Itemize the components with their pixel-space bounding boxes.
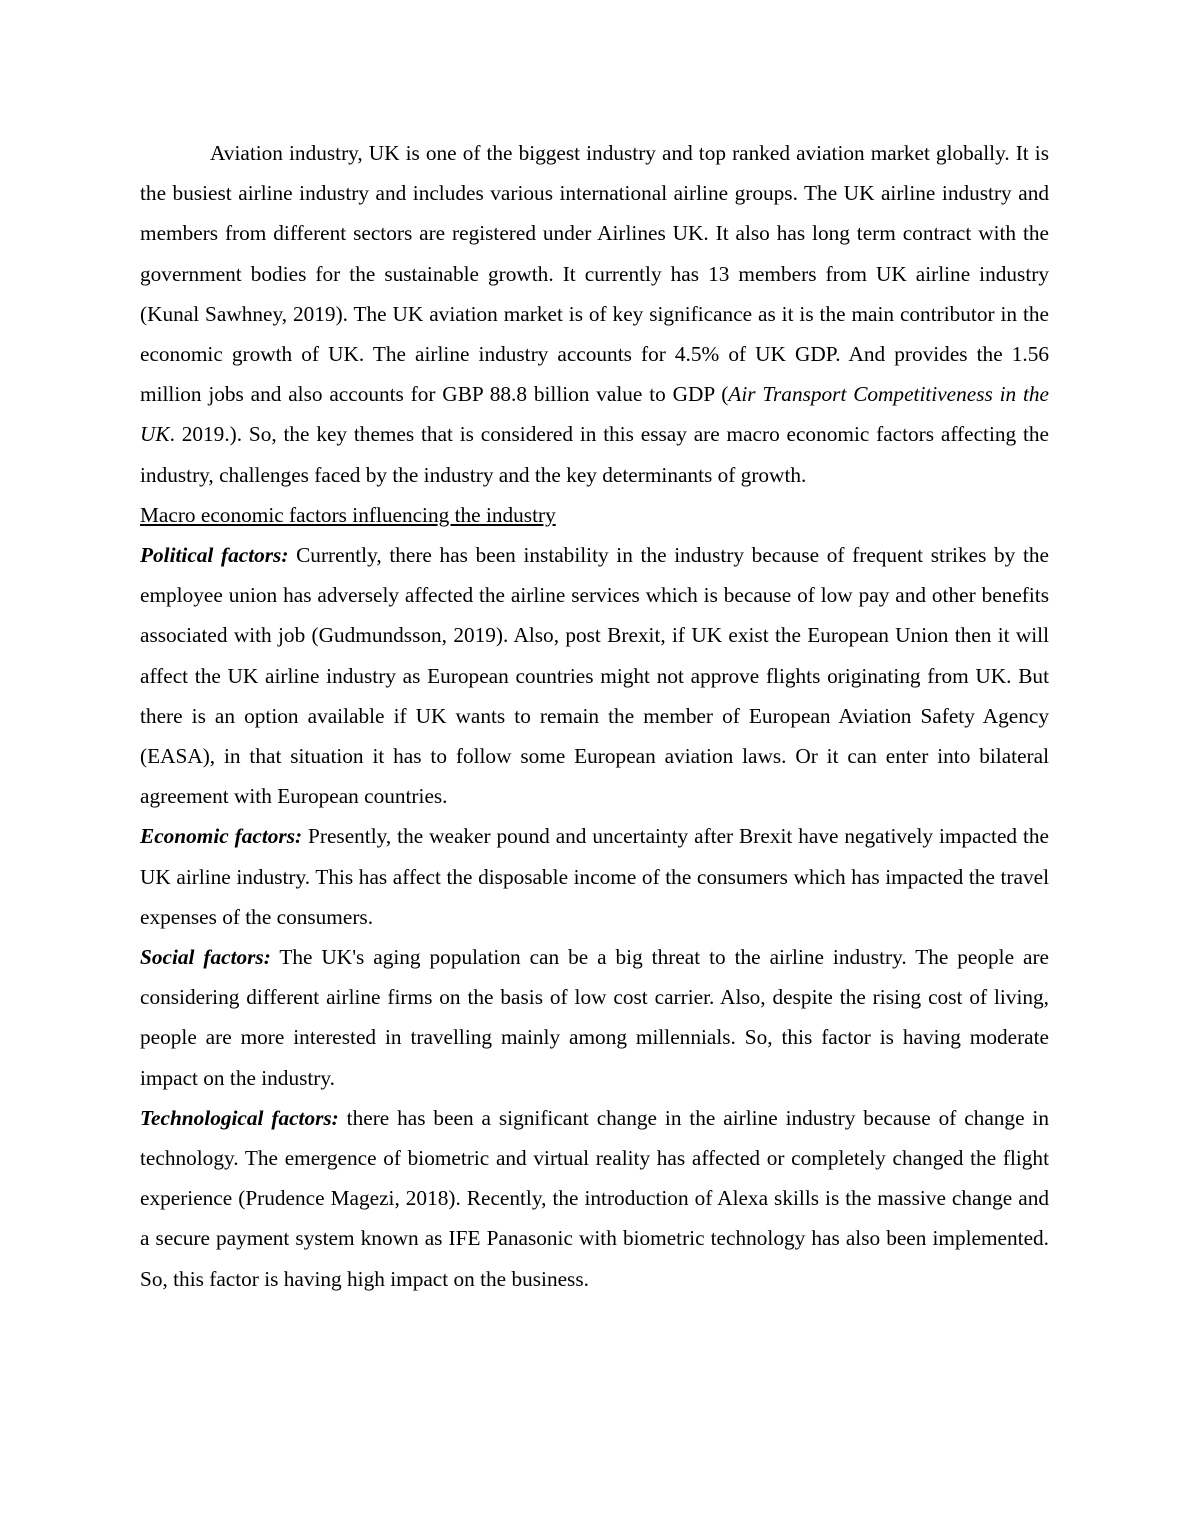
technological-factors-label: Technological factors: [140,1105,339,1130]
economic-factors-label: Economic factors: [140,824,303,849]
intro-paragraph [140,133,1049,495]
intro-text-part1: Aviation industry, UK is one of the biggest industry and top ranked aviation market globally. It is the busiest airline industry and includes various international airline groups. The UK airline industry and members from different sectors are registered under Airlines UK. It also has long term contract with the government bodies for the sustainable growth. It currently has 13 members from UK airline industry (Kunal Sawhney, 2019). The UK aviation market is of key significance as it is the main contributor in the economic growth of UK. The airline industry accounts for 4.5% of UK GDP. And provides the 1.56 million jobs and also accounts for GBP 88.8 billion value to GDP ( [140,141,1049,407]
document-page [140,133,1049,1299]
intro-text-part2: . 2019.). So, the key themes that is considered in this essay are macro economic factors affecting the industry, challenges faced by the industry and the key determinants of growth. [140,422,1049,487]
social-factors-paragraph [140,937,1049,1098]
technological-factors-paragraph [140,1098,1049,1299]
social-factors-label: Social factors: [140,945,271,970]
economic-factors-paragraph [140,816,1049,937]
economic-factors-text: Presently, the weaker pound and uncertainty after Brexit have negatively impacted the UK airline industry. This has affect the disposable income of the consumers which has impacted the travel expenses of the consumers. [140,824,1049,929]
intro-citation-title: Air Transport Competitiveness in the UK [140,382,1049,447]
political-factors-label: Political factors: [140,543,289,568]
technological-factors-text: there has been a significant change in the airline industry because of change in technology. The emergence of biometric and virtual reality has affected or completely changed the flight experience (Prudence Magezi, 2018). Recently, the introduction of Alexa skills is the massive change and a secure payment system known as IFE Panasonic with biometric technology has also been implemented. So, this factor is having high impact on the business. [140,1105,1049,1291]
political-factors-paragraph [140,535,1049,816]
social-factors-text: The UK's aging population can be a big threat to the airline industry. The people are considering different airline firms on the basis of low cost carrier. Also, despite the rising cost of living, people are more interested in travelling mainly among millennials. So, this factor is having moderate impact on the industry. [140,945,1049,1090]
section-heading: Macro economic factors influencing the industry [140,502,556,527]
political-factors-text: Currently, there has been instability in the industry because of frequent strikes by the employee union has adversely affected the airline services which is because of low pay and other benefits associated with job (Gudmundsson, 2019). Also, post Brexit, if UK exist the European Union then it will affect the UK airline industry as European countries might not approve flights originating from UK. But there is an option available if UK wants to remain the member of European Aviation Safety Agency (EASA), in that situation it has to follow some European aviation laws. Or it can enter into bilateral agreement with European countries. [140,543,1049,809]
